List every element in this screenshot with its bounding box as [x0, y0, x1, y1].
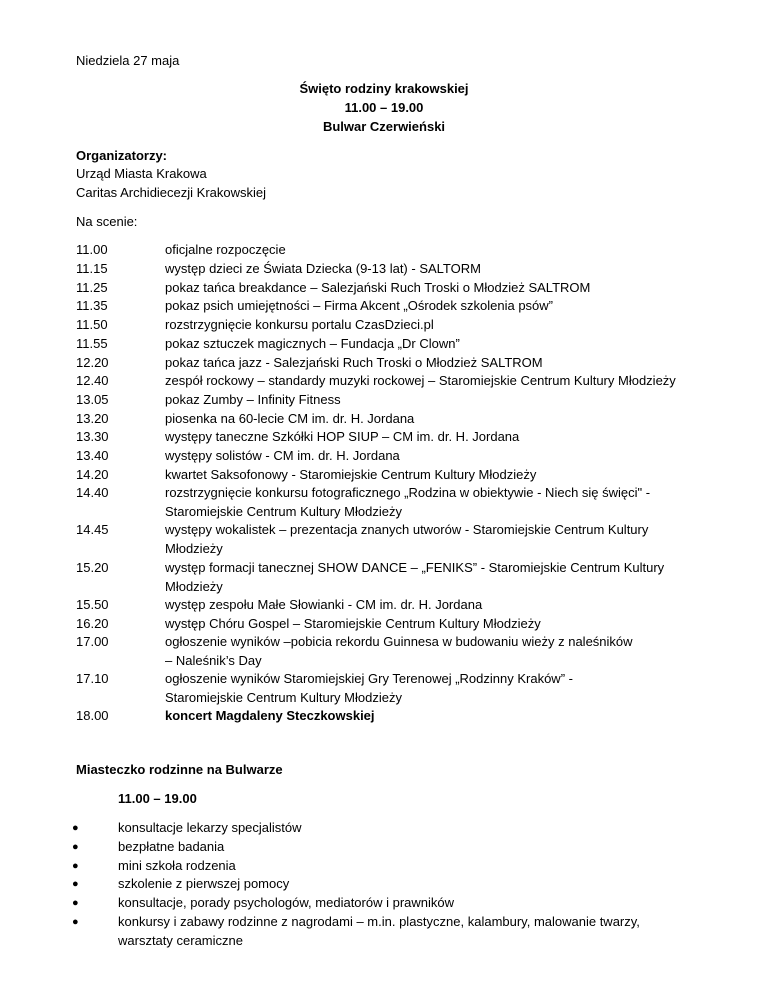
event-title: Święto rodziny krakowskiej — [299, 81, 469, 96]
organizers-heading: Organizatorzy: — [76, 148, 168, 163]
schedule-description-line: pokaz tańca breakdance – Salezjański Ruch Troski o Młodzież SALTROM — [165, 280, 591, 295]
town-activity-line: szkolenie z pierwszej pomocy — [118, 876, 290, 891]
schedule-description-line: ogłoszenie wyników Staromiejskiej Gry Terenowej „Rodzinny Kraków” - — [165, 671, 573, 686]
schedule-description — [165, 429, 725, 445]
schedule-description-line: pokaz psich umiejętności – Firma Akcent „Ośrodek szkolenia psów” — [165, 298, 553, 313]
schedule-time: 14.45 — [76, 522, 109, 537]
schedule-description-line: występ Chóru Gospel – Staromiejskie Centrum Kultury Młodzieży — [165, 616, 541, 631]
bullet-icon: ● — [72, 897, 79, 909]
town-activity-line: warsztaty ceramiczne — [118, 933, 243, 948]
town-activity-line: konkursy i zabawy rodzinne z nagrodami – m.in. plastyczne, kalambury, malowanie twarzy, — [118, 914, 640, 929]
schedule-description — [165, 597, 725, 613]
schedule-description-line: Staromiejskie Centrum Kultury Młodzieży — [165, 690, 402, 705]
schedule-description-line: rozstrzygnięcie konkursu fotograficznego „Rodzina w obiektywie - Niech się święci" - — [165, 485, 651, 500]
schedule-time: 11.00 — [76, 242, 108, 257]
schedule-description-line: koncert Magdaleny Steczkowskiej — [165, 708, 375, 723]
schedule-description — [165, 242, 725, 258]
schedule-time: 11.55 — [76, 336, 108, 351]
schedule-time: 11.35 — [76, 298, 108, 313]
town-activity-text — [118, 858, 236, 874]
schedule-description — [165, 280, 725, 296]
schedule-description-line: Staromiejskie Centrum Kultury Młodzieży — [165, 504, 402, 519]
schedule-description — [165, 634, 725, 669]
schedule-description — [165, 336, 725, 352]
schedule-time: 12.40 — [76, 373, 109, 388]
schedule-description-line: pokaz tańca jazz - Salezjański Ruch Troski o Młodzież SALTROM — [165, 355, 543, 370]
schedule-description-line: występy solistów - CM im. dr. H. Jordana — [165, 448, 400, 463]
schedule-time: 13.40 — [76, 448, 109, 463]
schedule-description-line: oficjalne rozpoczęcie — [165, 242, 286, 257]
schedule-description-line: – Naleśnik’s Day — [165, 653, 262, 668]
schedule-description — [165, 373, 725, 389]
schedule-description-line: występy taneczne Szkółki HOP SIUP – CM im. dr. H. Jordana — [165, 429, 520, 444]
schedule-description-line: występ zespołu Małe Słowianki - CM im. dr. H. Jordana — [165, 597, 483, 612]
schedule-description — [165, 485, 725, 520]
town-time: 11.00 – 19.00 — [118, 791, 197, 806]
schedule-description — [165, 467, 725, 483]
event-place: Bulwar Czerwieński — [322, 119, 446, 134]
schedule-description-line: Młodzieży — [165, 579, 223, 594]
schedule-description — [165, 708, 725, 724]
schedule-time: 11.15 — [76, 261, 108, 276]
schedule-description — [165, 448, 725, 464]
schedule-description — [165, 317, 725, 333]
bullet-icon: ● — [72, 860, 79, 872]
bullet-icon: ● — [72, 878, 79, 890]
town-activity-line: bezpłatne badania — [118, 839, 225, 854]
schedule-description-line: piosenka na 60-lecie CM im. dr. H. Jordana — [165, 411, 415, 426]
schedule-description-line: występ formacji tanecznej SHOW DANCE – „FENIKS” - Staromiejskie Centrum Kultury — [165, 560, 665, 575]
schedule-description — [165, 411, 725, 427]
organizer-item: Urząd Miasta Krakowa — [76, 166, 207, 181]
schedule-time: 16.20 — [76, 616, 109, 631]
schedule-time: 13.30 — [76, 429, 109, 444]
town-activity-text — [118, 914, 640, 949]
schedule-description — [165, 616, 725, 632]
town-activity-text — [118, 839, 224, 855]
schedule-description-line: kwartet Saksofonowy - Staromiejskie Centrum Kultury Młodzieży — [165, 467, 537, 482]
event-date: Niedziela 27 maja — [76, 53, 180, 68]
bullet-icon: ● — [72, 916, 79, 928]
organizer-item: Caritas Archidiecezji Krakowskiej — [76, 185, 267, 200]
schedule-time: 14.40 — [76, 485, 109, 500]
schedule-time: 14.20 — [76, 467, 109, 482]
schedule-description-line: występ dzieci ze Świata Dziecka (9-13 lat) - SALTORM — [165, 261, 481, 276]
schedule-description-line: pokaz sztuczek magicznych – Fundacja „Dr Clown” — [165, 336, 460, 351]
schedule-description — [165, 355, 725, 371]
schedule-description-line: zespół rockowy – standardy muzyki rockowej – Staromiejskie Centrum Kultury Młodzieży — [165, 373, 676, 388]
schedule-time: 15.50 — [76, 597, 109, 612]
schedule-description-line: pokaz Zumby – Infinity Fitness — [165, 392, 341, 407]
town-activity-line: mini szkoła rodzenia — [118, 858, 236, 873]
town-activity-line: konsultacje lekarzy specjalistów — [118, 820, 302, 835]
schedule-description — [165, 392, 725, 408]
schedule-time: 15.20 — [76, 560, 109, 575]
town-activity-text — [118, 820, 302, 836]
schedule-time: 11.50 — [76, 317, 108, 332]
town-activity-text — [118, 895, 454, 911]
schedule-time: 17.10 — [76, 671, 109, 686]
town-activity-text — [118, 876, 289, 892]
schedule-description — [165, 560, 725, 595]
schedule-time: 12.20 — [76, 355, 109, 370]
bullet-icon: ● — [72, 841, 79, 853]
schedule-time: 17.00 — [76, 634, 109, 649]
schedule-description — [165, 298, 725, 314]
schedule-description — [165, 671, 725, 706]
schedule-description-line: ogłoszenie wyników –pobicia rekordu Guinnesa w budowaniu wieży z naleśników — [165, 634, 633, 649]
schedule-description — [165, 522, 725, 557]
bullet-icon: ● — [72, 822, 79, 834]
schedule-description-line: rozstrzygnięcie konkursu portalu CzasDzieci.pl — [165, 317, 434, 332]
schedule-description — [165, 261, 725, 277]
stage-heading: Na scenie: — [76, 214, 138, 229]
event-time: 11.00 – 19.00 — [344, 100, 424, 115]
schedule-time: 11.25 — [76, 280, 108, 295]
schedule-description-line: Młodzieży — [165, 541, 223, 556]
schedule-description-line: występy wokalistek – prezentacja znanych utworów - Staromiejskie Centrum Kultury — [165, 522, 649, 537]
schedule-time: 18.00 — [76, 708, 109, 723]
schedule-time: 13.20 — [76, 411, 109, 426]
town-activity-line: konsultacje, porady psychologów, mediatorów i prawników — [118, 895, 455, 910]
schedule-time: 13.05 — [76, 392, 109, 407]
town-heading: Miasteczko rodzinne na Bulwarze — [76, 762, 283, 777]
